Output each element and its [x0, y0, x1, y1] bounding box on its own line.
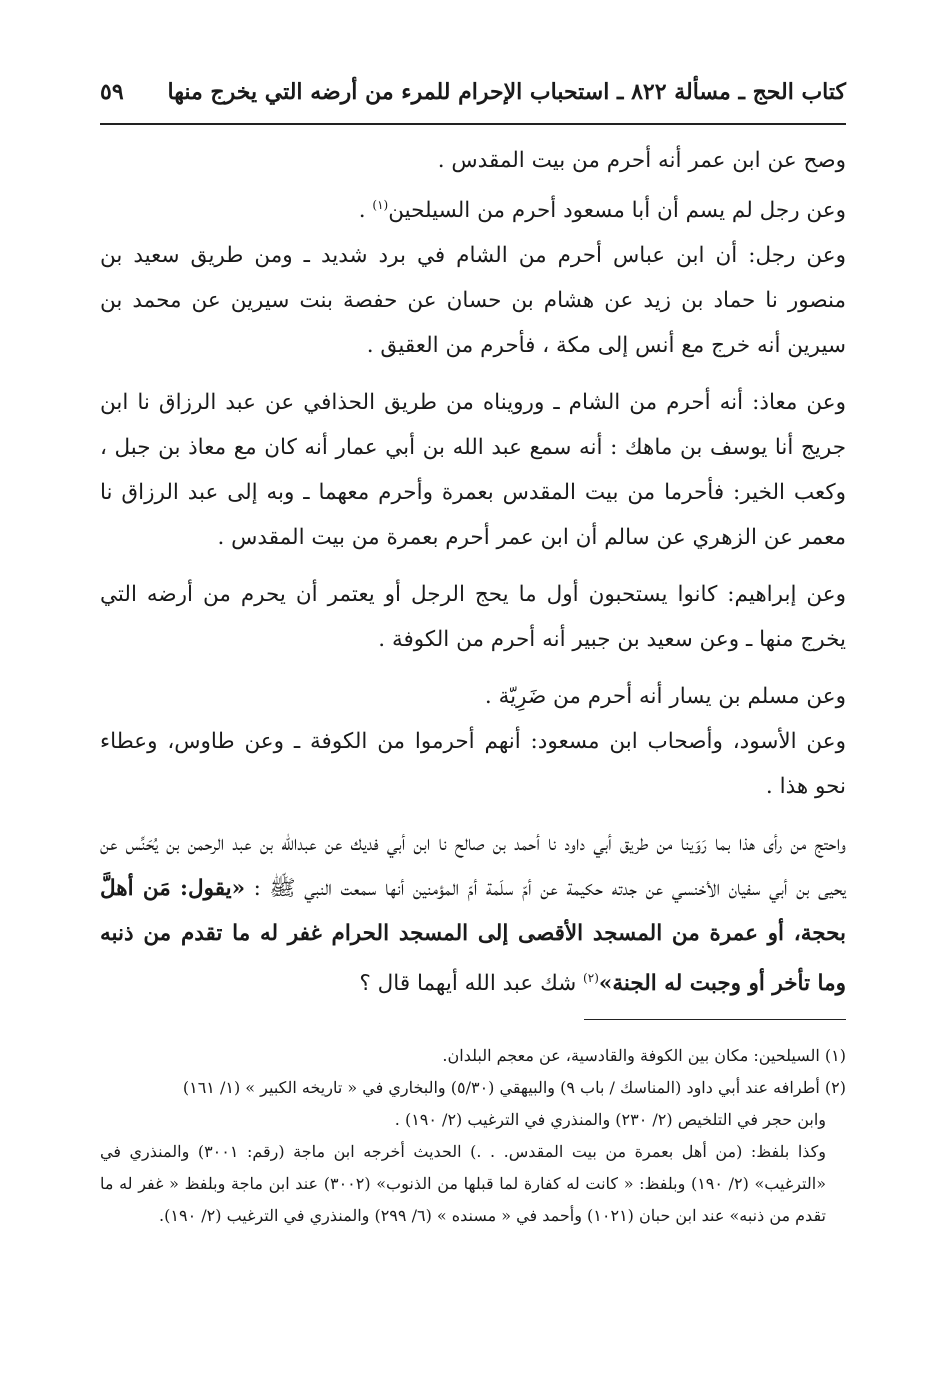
- paragraph-5: وعن إبراهيم: كانوا يستحبون أول ما يحج الرجل أو يعتمر أن يحرم من أرضه التي يخرج منها ـ وعن سعيد بن جبير أنه أحرم من الكوفة .: [100, 582, 846, 653]
- hadith-text: «يقول: مَن أهلَّ بحجة، أو عمرة من المسجد الأقصى إلى المسجد الحرام غفر له ما تقدم من ذنبه وما تأخر أو وجبت له الجنة»: [100, 876, 846, 997]
- paragraph-8-end: شك عبد الله أيهما قال ؟: [359, 971, 584, 997]
- footnote-2-additional: وكذا بلفظ: (من أهل بعمرة من بيت المقدس. . .) الحديث أخرجه ابن ماجة (رقم: ٣٠٠١) والمنذري في «الترغيب» (٢/ ١٩٠) وبلفظ: « كانت له كفارة لما قبلها من الذنوب» (٣٠٠٢) عند ابن ماجة وبلفظ « غفر له ما تقدم من ذنبه» عند ابن حبان (١٠٢١) وأحمد في « مسنده » (٦/ ٢٩٩) والمنذري في الترغيب (٢/ ١٩٠).: [100, 1142, 827, 1225]
- footnote-ref-1[interactable]: (١): [372, 198, 389, 212]
- paragraph-4: وعن معاذ: أنه أحرم من الشام ـ ورويناه من طريق الحذافي عن عبد الرزاق نا ابن جريج أنا يوسف بن ماهك : أنه سمع عبد الله بن أبي عمار أنه كان مع معاذ بن جبل ، وكعب الخير: فأحرما من بيت المقدس بعمرة وأحرم معهما ـ وبه إلى عبد الرزاق نا معمر عن الزهري عن سالم أن ابن عمر أحرم بعمرة من بيت المقدس .: [100, 390, 846, 551]
- header-rule: [100, 123, 846, 125]
- footnote-2-continued: وابن حجر في التلخيص (٢/ ٢٣٠) والمنذري في الترغيب (٢/ ١٩٠) .: [394, 1110, 826, 1129]
- paragraph-2-end: .: [358, 198, 373, 224]
- running-header-title: كتاب الحج ـ مسألة ٨٢٢ ـ استحباب الإحرام للمرء من أرضه التي يخرج منها: [167, 79, 846, 105]
- main-text: [100, 138, 846, 1006]
- running-header: [100, 72, 846, 112]
- footnote-1: (١) السيلحين: مكان بين الكوفة والقادسية، عن معجم البلدان.: [442, 1046, 846, 1065]
- paragraph-8: [100, 821, 846, 1006]
- paragraph-1: وصح عن ابن عمر أنه أحرم من بيت المقدس .: [437, 148, 846, 173]
- footnotes: [100, 1040, 846, 1232]
- paragraph-7: وعن الأسود، وأصحاب ابن مسعود: أنهم أحرموا من الكوفة ـ وعن طاوس، وعطاء نحو هذا .: [100, 729, 846, 800]
- paragraph-6: وعن مسلم بن يسار أنه أحرم من ضَرِيّة .: [484, 684, 846, 710]
- paragraph-2: [100, 183, 846, 233]
- footnote-rule: [584, 1019, 846, 1020]
- paragraph-2-text: وعن رجل لم يسم أن أبا مسعود أحرم من السيلحين: [388, 198, 846, 224]
- paragraph-8-intro: واحتج من رأى هذا بما رَوَينا من طريق أبي داود نا أحمد بن صالح نا ابن أبي فديك عن عبدالله بن عبد الرحمن بن يُحَنِّس عن يحيى بن أبي سفيان الأخنسي عن جدته حكيمة عن أمّ سلَمة أمّ المؤمنين أنها سمعت النبي ﷺ :: [100, 831, 846, 902]
- footnote-2: (٢) أطرافه عند أبي داود (المناسك / باب ٩) والبيهقي (٥/٣٠) والبخاري في « تاريخه الكبير » (١/ ١٦١): [182, 1078, 846, 1097]
- paragraph-3: وعن رجل: أن ابن عباس أحرم من الشام في برد شديد ـ ومن طريق سعيد بن منصور نا حماد بن زيد عن هشام بن حسان عن حفصة بنت سيرين عن محمد بن سيرين أنه خرج مع أنس إلى مكة ، فأحرم من العقيق .: [100, 243, 846, 359]
- footnote-ref-2[interactable]: (٢): [583, 971, 599, 986]
- page-number: ٥٩: [100, 79, 124, 105]
